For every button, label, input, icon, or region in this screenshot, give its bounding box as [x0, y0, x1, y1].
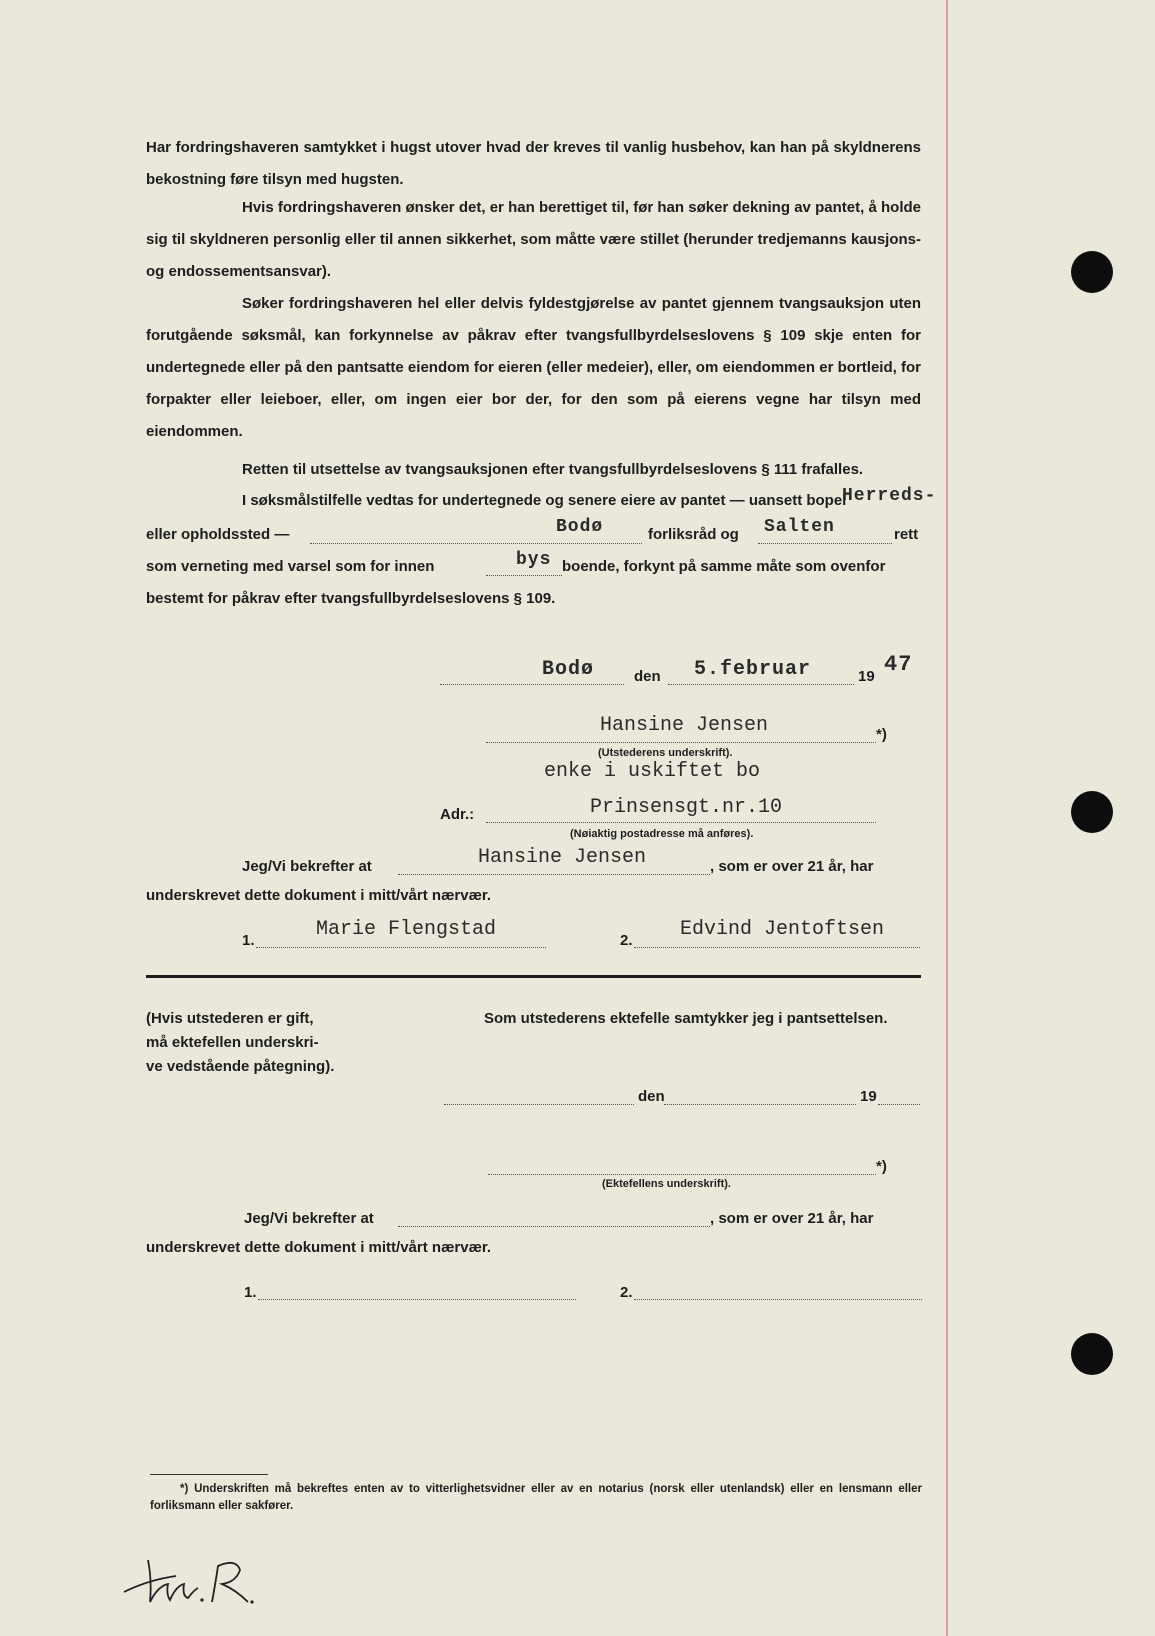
witness-2-line: [634, 947, 920, 948]
date-field: [668, 684, 854, 685]
witness-1-line: [256, 947, 546, 948]
spouse-signature-line: [488, 1174, 876, 1175]
spouse-witness-2-line: [634, 1299, 922, 1300]
year-prefix: 19: [858, 668, 875, 685]
spouse-year-prefix: 19: [860, 1088, 877, 1105]
spouse-sig-marker: *): [876, 1158, 887, 1175]
date-value: 5.februar: [694, 658, 812, 681]
court-district-field: [758, 543, 892, 544]
witness-1-name: Marie Flengstad: [316, 918, 497, 941]
soksmal-line-2-mid: forliksråd og: [648, 526, 739, 543]
date-den-label: den: [634, 668, 661, 685]
paragraph-tvangsauksjon: Søker fordringshaveren hel eller delvis fyldestgjørelse av pantet gjennem tvangsauksjon uten forutgående søksmål, kan forkynnelse av påkrav efter tvangsfullbyrdelseslovens § 109 skje enten for undertegnede eller på den pantsatte eiendom for eieren (eller medeier), eller, om eiendommen er bortleid, for forpakter eller leieboer, eller, om ingen eier bor der, for den som på eierens vegne har tilsyn med eiendommen.: [146, 295, 921, 440]
soksmal-line-2-suffix: rett: [894, 526, 919, 543]
paragraph-utsettelse: Retten til utsettelse av tvangsauksjonen efter tvangsfullbyrdelseslovens § 111 frafalles.: [242, 461, 864, 478]
footnote: *) Underskriften må bekreftes enten av to vitterlighetsvidner eller av en notarius (norsk eller utenlandsk) eller en lensmann eller forliksmann eller sakfører.: [150, 1483, 922, 1512]
confirm-prefix: Jeg/Vi bekrefter at: [242, 858, 372, 875]
court-district: Salten: [764, 517, 835, 537]
issuer-signature-line: [486, 742, 876, 743]
innen-field: [486, 575, 562, 576]
paragraph-hugst: Har fordringshaveren samtykket i hugst utover hvad der kreves til vanlig husbehov, kan han på skyldnerens bekostning føre tilsyn med hugsten.: [146, 139, 921, 188]
address-caption: (Nøiaktig postadresse må anføres).: [570, 828, 754, 840]
punch-hole: [1071, 791, 1113, 833]
court-type: Herreds-: [842, 486, 937, 506]
witness-2-name: Edvind Jentoftsen: [680, 918, 885, 941]
issuer-status: enke i uskiftet bo: [544, 760, 761, 783]
section-divider: [146, 975, 921, 978]
confirm-suffix: , som er over 21 år, har: [710, 858, 874, 875]
confirm-line-2: underskrevet dette dokument i mitt/vårt nærvær.: [146, 887, 492, 904]
footnote-rule: [150, 1474, 268, 1475]
soksmal-line-3-prefix: som verneting med varsel som for innen: [146, 558, 435, 575]
spouse-place-field: [444, 1104, 634, 1105]
soksmal-line-1: I søksmålstilfelle vedtas for undertegnede og senere eiere av pantet — uansett bopel: [242, 492, 847, 509]
spouse-note-line-2: må ektefellen underskri-: [146, 1034, 319, 1051]
issuer-caption: (Utstederens underskrift).: [598, 747, 733, 759]
soksmal-line-4: bestemt for påkrav efter tvangsfullbyrdelseslovens § 109.: [146, 590, 556, 607]
issuer-sig-marker: *): [876, 726, 887, 743]
spouse-confirm-suffix: , som er over 21 år, har: [710, 1210, 874, 1227]
punch-hole: [1071, 251, 1113, 293]
spouse-consent: Som utstederens ektefelle samtykker jeg i pantsettelsen.: [484, 1010, 888, 1027]
spouse-witness-2-number: 2.: [620, 1284, 633, 1301]
forliksraad-place: Bodø: [556, 517, 604, 537]
spouse-confirm-line: [398, 1226, 710, 1227]
address-label: Adr.:: [440, 806, 475, 823]
spouse-witness-1-number: 1.: [244, 1284, 257, 1301]
spouse-date-field: [664, 1104, 856, 1105]
spouse-year-field: [878, 1104, 920, 1105]
spouse-confirm-prefix: Jeg/Vi bekrefter at: [244, 1210, 374, 1227]
witness-2-number: 2.: [620, 932, 633, 949]
spouse-note-line-1: (Hvis utstederen er gift,: [146, 1010, 314, 1027]
soksmal-line-2-prefix: eller opholdssted —: [146, 526, 290, 543]
address-value: Prinsensgt.nr.10: [590, 796, 783, 819]
margin-line: [946, 0, 948, 1636]
year-suffix: 47: [884, 652, 913, 677]
confirm-name-line: [398, 874, 710, 875]
spouse-caption: (Ektefellens underskrift).: [602, 1178, 731, 1190]
confirm-name: Hansine Jensen: [478, 846, 647, 869]
handwritten-initials: [118, 1540, 278, 1610]
punch-hole: [1071, 1333, 1113, 1375]
issuer-name: Hansine Jensen: [600, 714, 769, 737]
spouse-note-line-3: ve vedstående påtegning).: [146, 1058, 335, 1075]
paragraph-dekning: Hvis fordringshaveren ønsker det, er han berettiget til, før han søker dekning av pantet, å holde sig til skyldneren personlig eller til annen sikkerhet, som måtte være stillet (herunder tredjemanns kausjons- og endossementsansvar).: [146, 199, 921, 280]
soksmal-line-3-suffix: boende, forkynt på samme måte som ovenfor: [562, 558, 886, 575]
spouse-witness-1-line: [258, 1299, 576, 1300]
place-field: [440, 684, 624, 685]
address-line: [486, 822, 876, 823]
spouse-den-label: den: [638, 1088, 665, 1105]
innen-value: bys: [516, 550, 552, 570]
forliksraad-field: [310, 543, 642, 544]
place-value: Bodø: [542, 658, 595, 681]
witness-1-number: 1.: [242, 932, 255, 949]
spouse-confirm-line-2: underskrevet dette dokument i mitt/vårt nærvær.: [146, 1239, 492, 1256]
